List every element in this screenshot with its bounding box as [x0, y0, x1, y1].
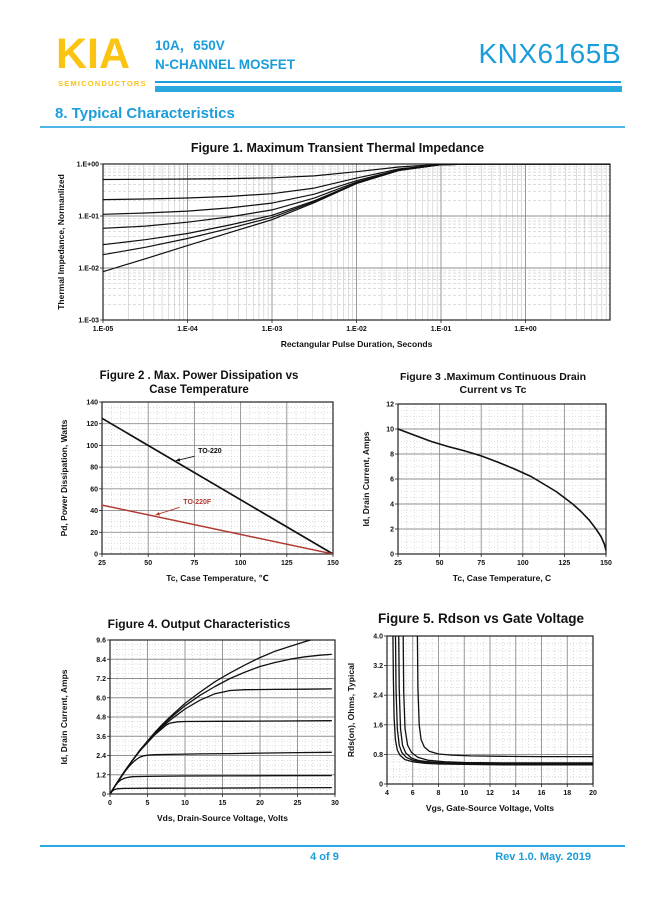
svg-text:150: 150: [327, 560, 339, 567]
figure4-title: Figure 4. Output Characteristics: [107, 617, 291, 631]
page-number: 4 of 9: [310, 851, 339, 863]
svg-text:14: 14: [511, 790, 520, 797]
svg-text:20: 20: [90, 529, 98, 537]
part-rating: 10A，650V: [155, 38, 225, 53]
svg-text:18: 18: [563, 790, 572, 797]
svg-text:125: 125: [558, 560, 571, 567]
svg-text:1.E-03: 1.E-03: [261, 326, 283, 333]
svg-text:75: 75: [477, 560, 486, 567]
svg-text:16: 16: [537, 790, 546, 797]
svg-text:75: 75: [190, 560, 199, 567]
figure2-power-dissipation-chart: [58, 396, 345, 590]
figure1-thermal-impedance-chart: [55, 156, 620, 354]
svg-text:8.4: 8.4: [96, 656, 106, 664]
svg-text:6: 6: [410, 790, 415, 797]
section-title: 8. Typical Characteristics: [55, 105, 235, 122]
svg-text:1.E+00: 1.E+00: [76, 161, 99, 169]
svg-text:2: 2: [390, 526, 394, 534]
svg-text:8: 8: [390, 451, 394, 459]
part-type: N-CHANNEL MOSFET: [155, 57, 295, 72]
svg-text:Thermal Impedance, Normanlized: Thermal Impedance, Normanlized: [56, 174, 66, 310]
svg-text:1.E-02: 1.E-02: [346, 326, 367, 333]
svg-text:9.6: 9.6: [96, 637, 106, 645]
svg-text:Tc, Case Temperature, C: Tc, Case Temperature, C: [452, 573, 552, 583]
svg-text:Vds, Drain-Source Voltage, Vol: Vds, Drain-Source Voltage, Volts: [157, 813, 288, 823]
svg-text:140: 140: [86, 399, 98, 407]
svg-text:0: 0: [390, 551, 394, 559]
svg-text:3.2: 3.2: [373, 663, 383, 671]
svg-text:2.4: 2.4: [373, 692, 383, 700]
figure3-drain-current-chart: [360, 396, 622, 590]
svg-text:1.E-01: 1.E-01: [430, 326, 452, 333]
svg-text:1.E-05: 1.E-05: [92, 326, 114, 333]
svg-text:7.2: 7.2: [96, 676, 106, 683]
svg-text:120: 120: [86, 421, 98, 429]
svg-text:1.2: 1.2: [96, 772, 106, 780]
svg-text:0: 0: [379, 781, 383, 789]
svg-text:125: 125: [280, 560, 293, 567]
svg-text:20: 20: [589, 790, 597, 797]
svg-text:0.8: 0.8: [373, 751, 383, 759]
svg-text:100: 100: [86, 442, 98, 450]
svg-text:10: 10: [386, 426, 394, 434]
svg-text:25: 25: [394, 560, 402, 567]
svg-text:Id, Drain Current, Amps: Id, Drain Current, Amps: [59, 669, 69, 765]
footer-rule: [40, 845, 625, 847]
svg-text:4: 4: [385, 790, 389, 797]
svg-text:TO-220F: TO-220F: [183, 499, 212, 507]
svg-text:10: 10: [181, 800, 189, 807]
svg-text:Vgs, Gate-Source Voltage, Volt: Vgs, Gate-Source Voltage, Volts: [425, 803, 555, 813]
svg-text:6: 6: [390, 476, 394, 484]
logo-subtext: SEMICONDUCTORS: [58, 79, 147, 88]
svg-text:3.6: 3.6: [96, 733, 106, 741]
figure5-rdson-chart: [345, 628, 615, 820]
section-rule: [40, 126, 625, 128]
svg-text:80: 80: [90, 464, 98, 472]
svg-text:50: 50: [144, 560, 153, 567]
svg-text:1.E-02: 1.E-02: [78, 265, 99, 273]
figure3-title: Figure 3 .Maximum Continuous Drain Current vs Tc: [399, 371, 587, 397]
figure2-title: Figure 2 . Max. Power Dissipation vs Case Temperature: [99, 370, 299, 397]
svg-text:8: 8: [436, 790, 441, 797]
svg-text:20: 20: [256, 800, 264, 807]
svg-text:Rectangular Pulse Duration, Se: Rectangular Pulse Duration, Seconds: [280, 339, 433, 349]
svg-text:0: 0: [108, 800, 112, 807]
svg-text:10: 10: [460, 790, 469, 797]
part-number: KNX6165B: [478, 38, 621, 69]
svg-text:1.E-04: 1.E-04: [177, 326, 198, 333]
svg-text:40: 40: [90, 508, 98, 516]
svg-text:15: 15: [218, 800, 227, 807]
figure5-title: Figure 5. Rdson vs Gate Voltage: [377, 611, 585, 626]
svg-text:100: 100: [234, 560, 247, 567]
kia-logo: KIA: [56, 30, 131, 78]
svg-text:25: 25: [293, 800, 302, 807]
svg-text:0: 0: [94, 551, 98, 559]
svg-text:30: 30: [331, 800, 339, 807]
svg-text:50: 50: [435, 560, 444, 567]
svg-text:60: 60: [90, 486, 98, 494]
figure4-output-characteristics-chart: [58, 634, 345, 834]
svg-text:1.E-03: 1.E-03: [78, 317, 99, 325]
figure1-title: Figure 1. Maximum Transient Thermal Impedance: [190, 141, 485, 155]
header-thin-rule: [155, 81, 621, 83]
svg-text:12: 12: [486, 790, 494, 797]
svg-text:Rds(on), Ohms, Typical: Rds(on), Ohms, Typical: [346, 662, 356, 758]
svg-text:Pd, Power Dissipation, Watts: Pd, Power Dissipation, Watts: [59, 419, 69, 537]
svg-text:0: 0: [102, 791, 106, 799]
svg-text:4: 4: [390, 501, 394, 509]
svg-text:TO-220: TO-220: [198, 448, 222, 456]
svg-text:25: 25: [98, 560, 106, 567]
svg-text:Tc, Case Temperature, ℃: Tc, Case Temperature, ℃: [166, 573, 269, 583]
svg-text:6.0: 6.0: [96, 695, 106, 703]
svg-text:4.8: 4.8: [96, 714, 106, 722]
svg-text:5: 5: [145, 800, 150, 807]
svg-text:100: 100: [516, 560, 529, 567]
svg-text:2.4: 2.4: [96, 753, 106, 760]
svg-text:1.E-01: 1.E-01: [78, 213, 99, 221]
part-summary: [155, 36, 295, 74]
svg-text:Id, Drain Current, Amps: Id, Drain Current, Amps: [361, 431, 371, 527]
svg-text:1.6: 1.6: [373, 722, 383, 730]
header-bar: [155, 86, 622, 92]
revision: Rev 1.0. May. 2019: [495, 851, 591, 863]
svg-text:12: 12: [386, 401, 394, 409]
svg-text:1.E+00: 1.E+00: [514, 326, 537, 333]
svg-text:4.0: 4.0: [373, 633, 383, 641]
svg-text:150: 150: [600, 560, 612, 567]
